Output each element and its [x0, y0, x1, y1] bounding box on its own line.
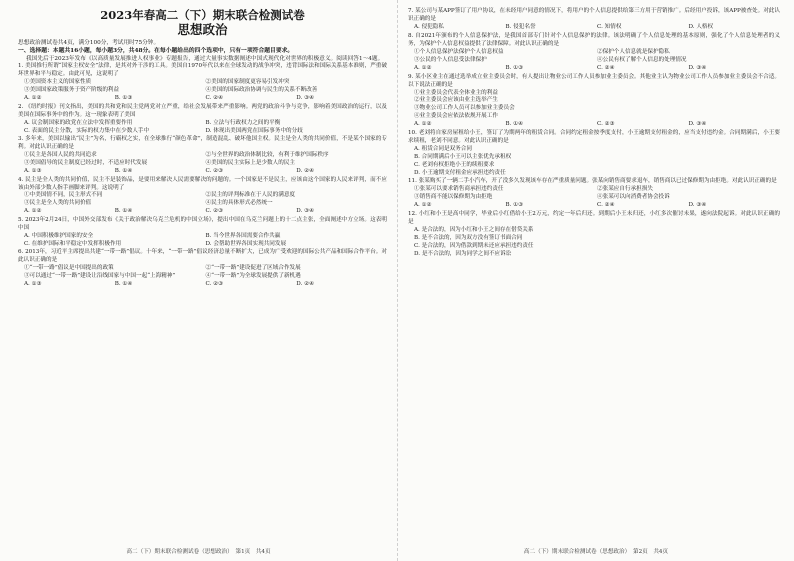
answer-choice: A. ①② [414, 64, 432, 71]
answer-choice: A. 中国积极维护国家的安全 [24, 233, 94, 240]
question-stem: 9. 某小区业主在通过选举成立业主委员会时，有人提出让物业公司工作人员参加业主委员会。其他业主认为物业公司工作人员参加业主委员会不合适。以下说法正确的是 [408, 73, 780, 88]
statement-list [18, 152, 387, 168]
answer-choice: A. ①② [414, 121, 432, 128]
answer-choice: C. 老刘有权拒绝小王的续租要求 [414, 162, 495, 169]
statement: ④公民有权了解个人信息的处理情况 [597, 56, 687, 63]
question-stem: 5. 2023年2月24日，中国外交部发布《关于政治解决乌克兰危机的中国立场》，提出中国在乌克兰问题上的十二点主张，全面阐述中方立场。这表明中国 [18, 217, 387, 232]
answer-choice: B. ①④ [114, 167, 133, 174]
statement: ①“一带一路”倡议是中国提出的政策 [24, 265, 114, 272]
statement: ②保护个人信息就是保护隐私 [597, 48, 670, 55]
statement: ①业主委员会代表全体业主的利益 [414, 89, 498, 96]
statement-list [408, 186, 780, 202]
answer-choice: A. ①② [24, 95, 42, 102]
answer-choice: C. 是合法的，因为借款到期未还应承担违约责任 [414, 242, 534, 249]
answer-choice: D. 会帮助世界各国实现共同发展 [205, 241, 287, 248]
question-stem: 4. 民主是全人类的共同价值，民主不是装饰品，是要用来解决人民需要解决的问题的。一个国家是不是民主，应该由这个国家的人民来评判，而不应该由外部少数人指手画脚来评判。这说明了 [18, 176, 387, 191]
exam-subject: 思想政治 [177, 22, 228, 37]
statement-list [408, 49, 780, 65]
answer-choice: D. 小王逾期支付租金应承担违约责任 [414, 170, 506, 177]
answer-choice: B. 合同期满后小王可以主张优先承租权 [414, 154, 512, 161]
question-stem: 2. 《纽约时报》刊文指出，美国的共和党和民主党两党对立严重，给社会发展带来严重影响。两党的政治斗争与竞争，影响着美国政治的运行，以及美国在国际事务中的作为。这一现象表明了美国 [18, 103, 387, 118]
answer-choice: B. ①④ [114, 280, 133, 287]
answer-choices [18, 120, 387, 136]
answer-choices [18, 281, 387, 289]
answer-choice: A. 租赁合同是双务合同 [414, 146, 472, 153]
section-heading: 一、选择题：本题共16小题，每小题3分，共48分。在每小题给出的四个选项中，只有一项符合题目要求。 [18, 48, 294, 54]
answer-choices [18, 168, 387, 176]
statement: ②民主的评判标准在于人民的满意度 [205, 192, 296, 199]
section-lead: 我国先后于2023年发布《以高质量发展推进人权事业》专题报告，通过大量事实数据阐述中国式现代化对世界的积极意义。阅读回答1～4题。 [26, 56, 384, 63]
answer-choice: B. ①④ [114, 208, 133, 215]
answer-choice: A. 是合法的，因为小红和小王之间存在借贷关系 [414, 226, 534, 233]
question-stem: 8. 自2021年颁布的个人信息保护法，是我国首部专门针对个人信息保护的法律。该法明确了个人信息处理的基本原则，强化了个人信息处理者的义务，为保护个人信息权益提供了法律保障。对此认识正确的是 [408, 32, 780, 47]
answer-choice: C. 在维护国际和平稳定中发挥积极作用 [24, 241, 122, 248]
statement: ①民主是各国人民的共同追求 [24, 151, 97, 158]
question-12 [408, 211, 780, 259]
answer-choice: A. ①③ [24, 280, 42, 287]
question-4 [18, 177, 387, 217]
answer-choice: A. ①② [414, 201, 432, 208]
answer-choice: D. 人格权 [688, 23, 714, 30]
statement: ④“一带一路”为全球发展提供了新机遇 [205, 272, 301, 279]
question-stem: 1. 美国推行所谓“国家主权安全”法律，是其对外干涉的工具。美国自1970年代以来在全球发动的战争冲突，违背国际法和国际关系基本准则，严重破坏世界和平与稳定。由此可见，这说明了 [18, 63, 387, 78]
question-stem: 12. 小红和小王是高中同学，毕业后小红借给小王2万元，约定一年后归还。到期后小王未归还，小红多次催讨未果，遂向法院起诉。对此认识正确的是 [408, 210, 780, 225]
statement: ④业主委员会应依法依规开展工作 [414, 113, 498, 120]
question-8 [408, 33, 780, 73]
statement: ③销售商不能以保修期为由拒绝 [414, 193, 493, 200]
answer-choices [18, 233, 387, 249]
statement: ③物业公司工作人员可以参加业主委员会 [414, 105, 515, 112]
answer-choice: B. 是不合法的，因为双方没有签订书面合同 [414, 234, 523, 241]
question-stem: 10. 老刘将自家房屋租给小王，签订了为期两年的租赁合同。合同约定租金按季度支付，小王逾期支付租金的，应当支付违约金。合同期满后，小王要求续租，老刘不同意。对此认识正确的是 [408, 130, 780, 145]
answer-choice: B. ①③ [505, 201, 524, 208]
exam-note: 思想政治测试卷共4页，满分100分，考试用时75分钟。 [18, 40, 160, 46]
answer-choice: D. ③④ [296, 95, 315, 102]
answer-choice: C. ②④ [597, 64, 615, 71]
answer-choice: D. ②④ [296, 280, 315, 287]
answer-choice: D. 体现出美国两党在国际事务中的分歧 [205, 127, 303, 134]
statement: ④张某可以向消费者协会投诉 [597, 193, 670, 200]
answer-choice: A. ①③ [24, 167, 42, 174]
answer-choice: C. ②④ [205, 95, 224, 102]
question-stem: 3. 多年来，美国以输出“民主”为名，行霸权之实，在全球推行“颜色革命”，制造混乱、破坏他国主权。民主是全人类的共同价值，不是某个国家的专利。对此认识正确的是 [18, 135, 387, 150]
page-footer: 高二（下）期末联合检测试卷（思想政治） 第1页 共4页 [126, 549, 271, 555]
statement-list [18, 265, 387, 281]
statement: ②美国的国家制度更容易引发冲突 [205, 79, 290, 86]
statement: ①中美国情不同，民主形式不同 [24, 192, 103, 199]
statement: ③可以通过“一带一路”建设让沿线国家与中国一起“上海精神” [24, 272, 176, 279]
question-7 [408, 8, 780, 32]
answer-choices [18, 208, 387, 216]
answer-choices [408, 24, 780, 32]
answer-choice: D. ②④ [296, 167, 315, 174]
answer-choice: C. ②③ [205, 208, 224, 215]
question-9 [408, 74, 780, 130]
answer-choices [408, 202, 780, 210]
statement: ③美国倡导的民主制度已经过时，不适应时代发展 [24, 159, 148, 166]
question-11 [408, 178, 780, 210]
answer-choices [408, 65, 780, 73]
statement: ③公民的个人信息受法律保护 [414, 56, 487, 63]
answer-choice: B. ①④ [505, 121, 524, 128]
page-2 [397, 0, 794, 561]
question-stem: 7. 某公司与某APP签订了用户协议，在未经用户同意的情况下，将用户的个人信息提供给第三方用于营销推广。后经用户投诉，该APP被查处。对此认识正确的是 [408, 8, 780, 22]
answer-choice: C. ②④ [597, 201, 615, 208]
answer-choice: D. ③④ [688, 201, 707, 208]
page-footer: 高二（下）期末联合检测试卷（思想政治） 第2页 共4页 [523, 549, 669, 555]
statement: ③美国国家政策服务于资产阶级的利益 [24, 87, 120, 94]
statement: ①张某可以要求销售商承担违约责任 [414, 185, 504, 192]
statement: ②业主委员会应该由业主选举产生 [414, 97, 498, 104]
statement: ④民主的具体形式必然统一 [205, 200, 273, 207]
statement: ②张某应自行承担损失 [597, 185, 653, 192]
answer-choices [18, 95, 387, 103]
statement: ④美国的国际政治协调与民生的关系不断改善 [205, 87, 318, 94]
answer-choice: D. ③④ [688, 64, 707, 71]
question-3 [18, 136, 387, 176]
question-stem: 11. 张某购买了一辆二手小汽车，开了没多久发现该车存在严重质量问题。张某向销售商要求退车，销售商以已过保修期为由拒绝。对此认识正确的是 [408, 178, 777, 185]
statement: ②与全世界的政治体制比较，有利于维护国际秩序 [205, 151, 329, 158]
question-5 [18, 217, 387, 249]
statement-list [18, 79, 387, 95]
statement: ③民主是全人类的共同价值 [24, 200, 92, 207]
question-stem: 6. 2013年，习近平主席提出共建“一带一路”倡议。十年来，“一带一路”倡议经济总量不断扩大，已成为广受欢迎的国际公共产品和国际合作平台。对此认识正确的是 [18, 249, 387, 264]
answer-choice: B. 立法与行政权力之间的平衡 [205, 119, 281, 126]
answer-choice: D. ③④ [296, 208, 315, 215]
answer-choice: C. ②③ [205, 280, 224, 287]
answer-choice: B. 侵犯名誉 [505, 23, 536, 30]
statement: ②“一带一路”建设促进了区域合作发展 [205, 265, 301, 272]
answer-choice: A. 议会制国家的政党在立法中发挥重要作用 [24, 119, 133, 126]
answer-choice: A. 侵犯隐私 [414, 23, 444, 30]
statement-list [18, 192, 387, 208]
exam-title: 2023年春高二（下）期末联合检测试卷 [100, 8, 305, 22]
answer-choices [408, 121, 780, 129]
question-1 [18, 63, 387, 103]
answer-choice: B. ①③ [505, 64, 524, 71]
answer-choice: D. 是不合法的，因为同学之间不应诉讼 [414, 250, 512, 257]
answer-choice: C. 表面的民主分散，实际的权力集中在少数人手中 [24, 127, 150, 134]
answer-choice: D. ③④ [688, 121, 707, 128]
question-6 [18, 249, 387, 289]
question-2 [18, 104, 387, 136]
answer-choice: C. 知情权 [597, 23, 622, 30]
answer-choice: C. ②③ [597, 121, 615, 128]
question-10 [408, 130, 780, 178]
statement: ④美国的民主实际上是少数人的民主 [205, 159, 296, 166]
statement: ①美国资本主义的国家性质 [24, 79, 92, 86]
answer-choice: B. 当今世界各国需要合作共赢 [205, 233, 281, 240]
answer-choice: C. ②③ [205, 167, 224, 174]
answer-choice: A. ①② [24, 208, 42, 215]
statement: ①个人信息保护法保护个人信息权益 [414, 48, 504, 55]
answer-choice: B. ①③ [114, 95, 133, 102]
